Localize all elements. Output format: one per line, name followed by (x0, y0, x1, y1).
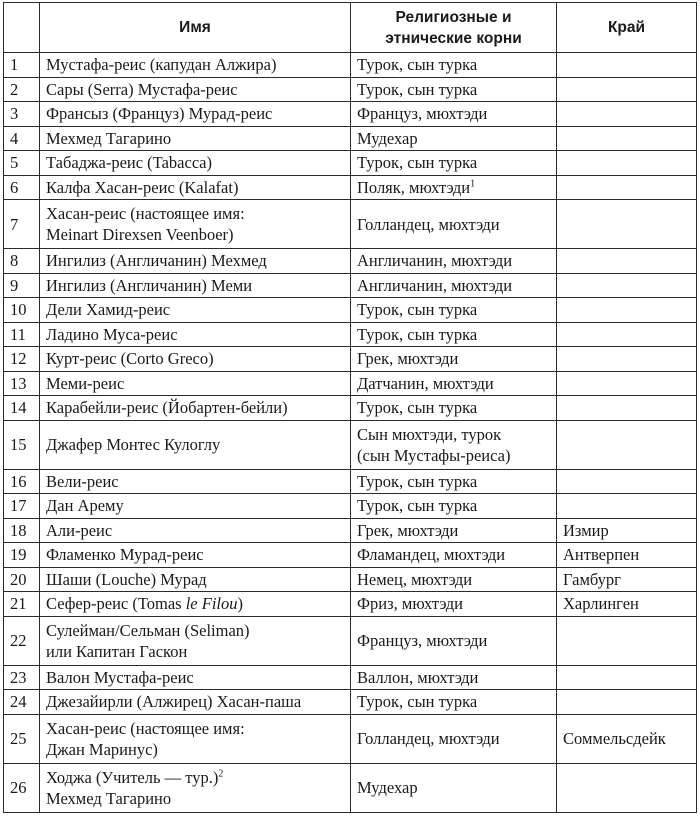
row-roots: Грек, мюхтэди (351, 347, 557, 372)
row-roots: Мудехар (351, 763, 557, 812)
row-name: Калфа Хасан-реис (Kalafat) (40, 175, 351, 200)
row-name-prefix: Сефер-реис (Tomas (46, 594, 186, 614)
row-region (557, 616, 697, 665)
row-num: 23 (4, 665, 40, 690)
row-roots: Турок, сын турка (351, 690, 557, 715)
row-roots: Голландец, мюхтэди (351, 200, 557, 249)
row-name: Джезайирли (Алжирец) Хасан-паша (40, 690, 351, 715)
header-num (4, 3, 40, 53)
row-region (557, 690, 697, 715)
row-roots: Турок, сын турка (351, 396, 557, 421)
row-num: 12 (4, 347, 40, 372)
row-region: Измир (557, 518, 697, 543)
row-region (557, 420, 697, 469)
row-roots: Турок, сын турка (351, 151, 557, 176)
row-roots: Англичанин, мюхтэди (351, 273, 557, 298)
row-name-line1-text: Ходжа (Учитель — тур.) (46, 767, 219, 787)
row-name: Курт-реис (Corto Greco) (40, 347, 351, 372)
row-name-suffix: ) (237, 594, 243, 614)
row-roots: Англичанин, мюхтэди (351, 249, 557, 274)
row-name: Ингилиз (Англичанин) Мехмед (40, 249, 351, 274)
row-num: 9 (4, 273, 40, 298)
header-roots (351, 3, 557, 53)
table-row (4, 322, 697, 347)
table-row (4, 175, 697, 200)
table-row (4, 53, 697, 78)
row-roots-line2: (сын Мустафы-реиса) (357, 445, 511, 465)
row-roots-line1: Сын мюхтэди, турок (357, 424, 502, 444)
row-num: 26 (4, 763, 40, 812)
row-num: 22 (4, 616, 40, 665)
header-roots-line2: этнические корни (385, 29, 522, 47)
row-roots: Француз, мюхтэди (351, 102, 557, 127)
row-roots (351, 420, 557, 469)
row-name-line2: Джан Маринус) (46, 739, 158, 759)
row-roots: Фламандец, мюхтэди (351, 543, 557, 568)
table-row (4, 347, 697, 372)
row-roots: Мудехар (351, 126, 557, 151)
row-roots: Валлон, мюхтэди (351, 665, 557, 690)
row-num: 15 (4, 420, 40, 469)
row-name-line2: Meinart Direxsen Veenboer) (46, 225, 234, 244)
row-roots: Турок, сын турка (351, 322, 557, 347)
row-roots: Турок, сын турка (351, 298, 557, 323)
row-roots: Фриз, мюхтэди (351, 592, 557, 617)
row-name: Ладино Муса-реис (40, 322, 351, 347)
row-region (557, 494, 697, 519)
row-region (557, 273, 697, 298)
table-row (4, 249, 697, 274)
row-name-line1: Хасан-реис (настоящее имя: (46, 718, 245, 738)
row-name: Шаши (Louche) Мурад (40, 567, 351, 592)
row-name (40, 763, 351, 812)
table-row (4, 420, 697, 469)
row-region (557, 347, 697, 372)
table-row (4, 371, 697, 396)
row-region (557, 249, 697, 274)
table-row (4, 543, 697, 568)
row-name: Али-реис (40, 518, 351, 543)
row-region (557, 200, 697, 249)
row-region (557, 469, 697, 494)
row-region (557, 763, 697, 812)
row-region (557, 53, 697, 78)
table-row (4, 298, 697, 323)
header-name: Имя (40, 3, 351, 53)
row-roots: Турок, сын турка (351, 494, 557, 519)
footnote-marker: 2 (218, 768, 224, 779)
row-roots: Француз, мюхтэди (351, 616, 557, 665)
row-region (557, 126, 697, 151)
table-row (4, 616, 697, 665)
table-row (4, 714, 697, 763)
table-row (4, 469, 697, 494)
table-header-row (4, 3, 697, 53)
row-num: 18 (4, 518, 40, 543)
row-name-line2: Мехмед Тагарино (46, 788, 172, 808)
row-name (40, 200, 351, 249)
row-region (557, 175, 697, 200)
row-name: Сары (Serra) Мустафа-реис (40, 77, 351, 102)
row-name: Мустафа-реис (капудан Алжира) (40, 53, 351, 78)
table-row (4, 592, 697, 617)
table-row (4, 200, 697, 249)
row-name: Валон Мустафа-реис (40, 665, 351, 690)
row-num: 5 (4, 151, 40, 176)
row-name: Табаджа-реис (Tabacca) (40, 151, 351, 176)
row-num: 10 (4, 298, 40, 323)
row-name-italic: le Filou (185, 594, 238, 614)
header-roots-line1: Религиозные и (395, 8, 512, 26)
row-num: 2 (4, 77, 40, 102)
row-name: Ингилиз (Англичанин) Меми (40, 273, 351, 298)
row-name: Франсыз (Француз) Мурад-реис (40, 102, 351, 127)
row-num: 7 (4, 200, 40, 249)
row-name-line1: Хасан-реис (настоящее имя: (46, 204, 245, 223)
row-roots: Турок, сын турка (351, 53, 557, 78)
row-roots-text: Поляк, мюхтэди (357, 177, 471, 197)
row-region: Харлинген (557, 592, 697, 617)
table-row (4, 273, 697, 298)
row-name: Дели Хамид-реис (40, 298, 351, 323)
row-region (557, 102, 697, 127)
row-num: 8 (4, 249, 40, 274)
row-num: 16 (4, 469, 40, 494)
row-region (557, 77, 697, 102)
corsairs-table (3, 2, 697, 813)
header-region: Край (557, 3, 697, 53)
row-num: 20 (4, 567, 40, 592)
row-roots: Немец, мюхтэди (351, 567, 557, 592)
row-roots: Датчанин, мюхтэди (351, 371, 557, 396)
row-num: 21 (4, 592, 40, 617)
row-name (40, 616, 351, 665)
row-roots: Турок, сын турка (351, 77, 557, 102)
row-name-line2: или Капитан Гаскон (46, 641, 188, 661)
row-num: 6 (4, 175, 40, 200)
row-region (557, 396, 697, 421)
row-region (557, 151, 697, 176)
row-num: 19 (4, 543, 40, 568)
row-roots: Голландец, мюхтэди (351, 714, 557, 763)
row-roots: Турок, сын турка (351, 469, 557, 494)
row-num: 11 (4, 322, 40, 347)
row-num: 1 (4, 53, 40, 78)
row-name: Вели-реис (40, 469, 351, 494)
row-name-line1 (46, 767, 344, 788)
row-name: Джафер Монтес Кулоглу (40, 420, 351, 469)
row-name: Мехмед Тагарино (40, 126, 351, 151)
table-row (4, 665, 697, 690)
row-region: Соммельсдейк (557, 714, 697, 763)
row-name: Фламенко Мурад-реис (40, 543, 351, 568)
table-row (4, 396, 697, 421)
row-name: Карабейли-реис (Йобартен-бейли) (40, 396, 351, 421)
table-row (4, 518, 697, 543)
row-num: 13 (4, 371, 40, 396)
row-region (557, 665, 697, 690)
row-region: Антверпен (557, 543, 697, 568)
row-name: Меми-реис (40, 371, 351, 396)
table-row (4, 763, 697, 812)
row-roots: Грек, мюхтэди (351, 518, 557, 543)
table-row (4, 126, 697, 151)
row-region: Гамбург (557, 567, 697, 592)
table-row (4, 151, 697, 176)
row-region (557, 322, 697, 347)
row-name-line1: Сулейман/Сельман (Seliman) (46, 620, 250, 640)
row-num: 24 (4, 690, 40, 715)
row-num: 3 (4, 102, 40, 127)
row-num: 14 (4, 396, 40, 421)
table-row (4, 77, 697, 102)
row-roots (351, 175, 557, 200)
table-row (4, 567, 697, 592)
table-row (4, 690, 697, 715)
table-row (4, 102, 697, 127)
row-num: 25 (4, 714, 40, 763)
table-row (4, 494, 697, 519)
row-name (40, 592, 351, 617)
row-region (557, 298, 697, 323)
footnote-marker: 1 (470, 178, 476, 190)
row-name (40, 714, 351, 763)
row-region (557, 371, 697, 396)
row-num: 4 (4, 126, 40, 151)
row-name: Дан Арему (40, 494, 351, 519)
row-num: 17 (4, 494, 40, 519)
